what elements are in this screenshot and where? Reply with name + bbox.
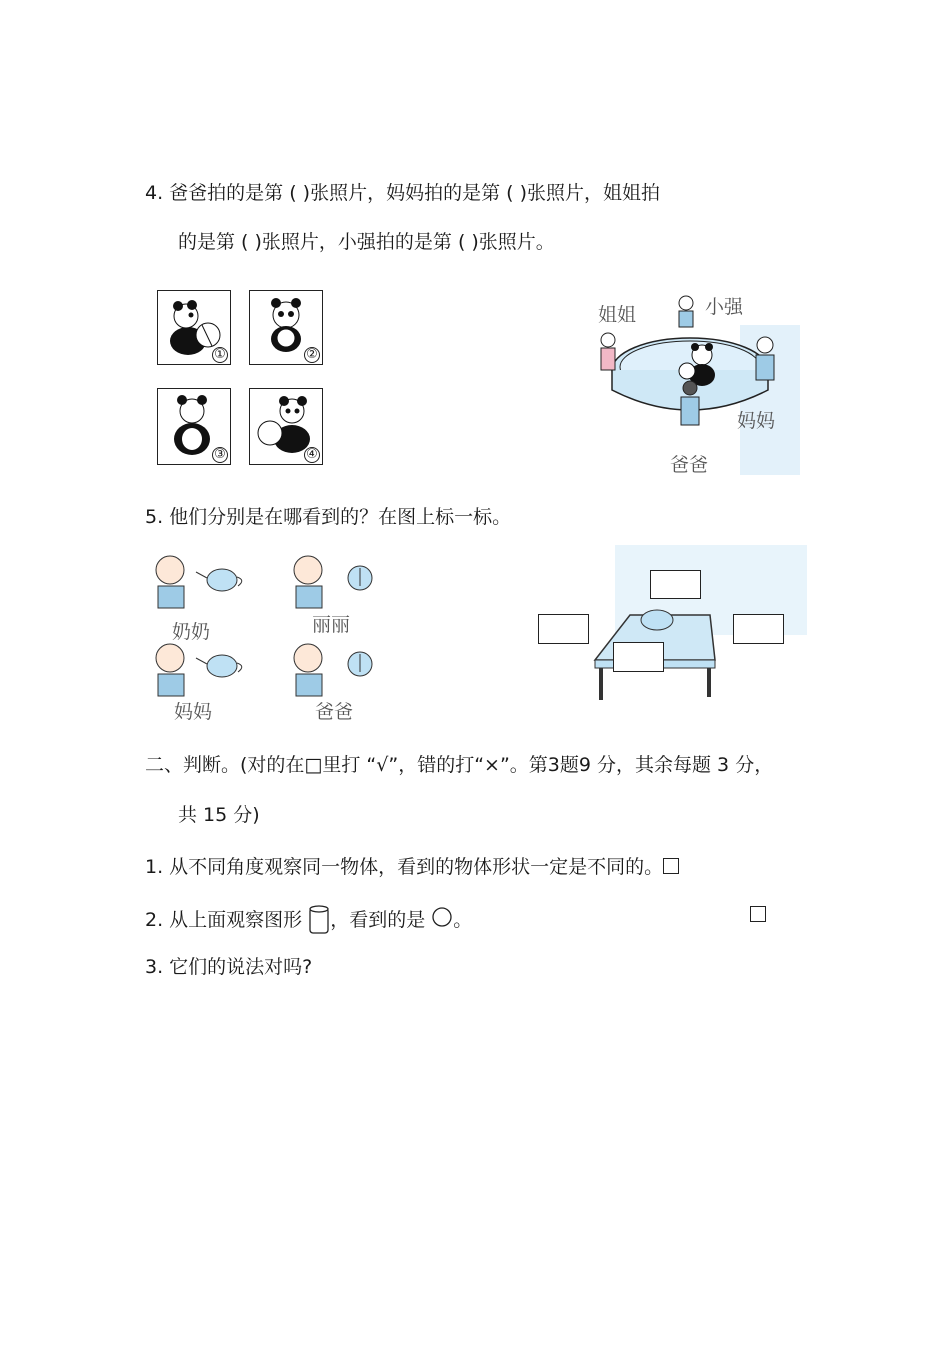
item-2-text-a: 2. 从上面观察图形 — [145, 909, 303, 931]
item-2-text-c: 。 — [453, 909, 473, 931]
label-baba: 爸爸 — [670, 454, 709, 476]
item-2-text-b: ，看到的是 — [330, 909, 426, 931]
label-lili: 丽丽 — [312, 614, 351, 636]
photo-num-3: ③ — [212, 447, 228, 463]
photo-1 — [157, 290, 231, 365]
q5-text: 5. 他们分别是在哪看到的？在图上标一标。 — [145, 506, 512, 528]
section2-line1: 二、判断。(对的在□里打 “√”，错的打“×”。第3题9 分，其余每题 3 分， — [145, 754, 774, 776]
label-xiaoqiang: 小强 — [705, 296, 744, 318]
item-2 — [145, 904, 472, 936]
label-mama-q5: 妈妈 — [174, 701, 213, 723]
photo-3 — [157, 388, 231, 465]
section2-line2: 共 15 分) — [178, 804, 260, 826]
label-mama: 妈妈 — [737, 410, 776, 432]
q4-line1: 4. 爸爸拍的是第 ( )张照片，妈妈拍的是第 ( )张照片，姐姐拍 — [145, 182, 660, 204]
label-baba-q5: 爸爸 — [315, 701, 354, 723]
photo-num-2: ② — [304, 347, 320, 363]
answer-box-top[interactable] — [650, 570, 701, 599]
label-jiejie: 姐姐 — [598, 304, 637, 326]
checkbox-item-1[interactable] — [663, 858, 679, 874]
circle-icon — [431, 906, 453, 928]
photo-2 — [249, 290, 323, 365]
item-3: 3. 它们的说法对吗? — [145, 956, 313, 978]
checkbox-item-2[interactable] — [750, 906, 766, 922]
label-nainai: 奶奶 — [172, 621, 211, 643]
item-1-text: 1. 从不同角度观察同一物体，看到的物体形状一定是不同的。 — [145, 856, 664, 878]
answer-box-left[interactable] — [538, 614, 589, 644]
photo-num-4: ④ — [304, 447, 320, 463]
cylinder-icon — [308, 904, 330, 936]
item-1 — [145, 858, 679, 877]
photo-num-1: ① — [212, 347, 228, 363]
answer-box-front[interactable] — [613, 642, 664, 672]
answer-box-right[interactable] — [733, 614, 784, 644]
photo-4 — [249, 388, 323, 465]
q4-line2: 的是第 ( )张照片，小强拍的是第 ( )张照片。 — [178, 231, 555, 253]
